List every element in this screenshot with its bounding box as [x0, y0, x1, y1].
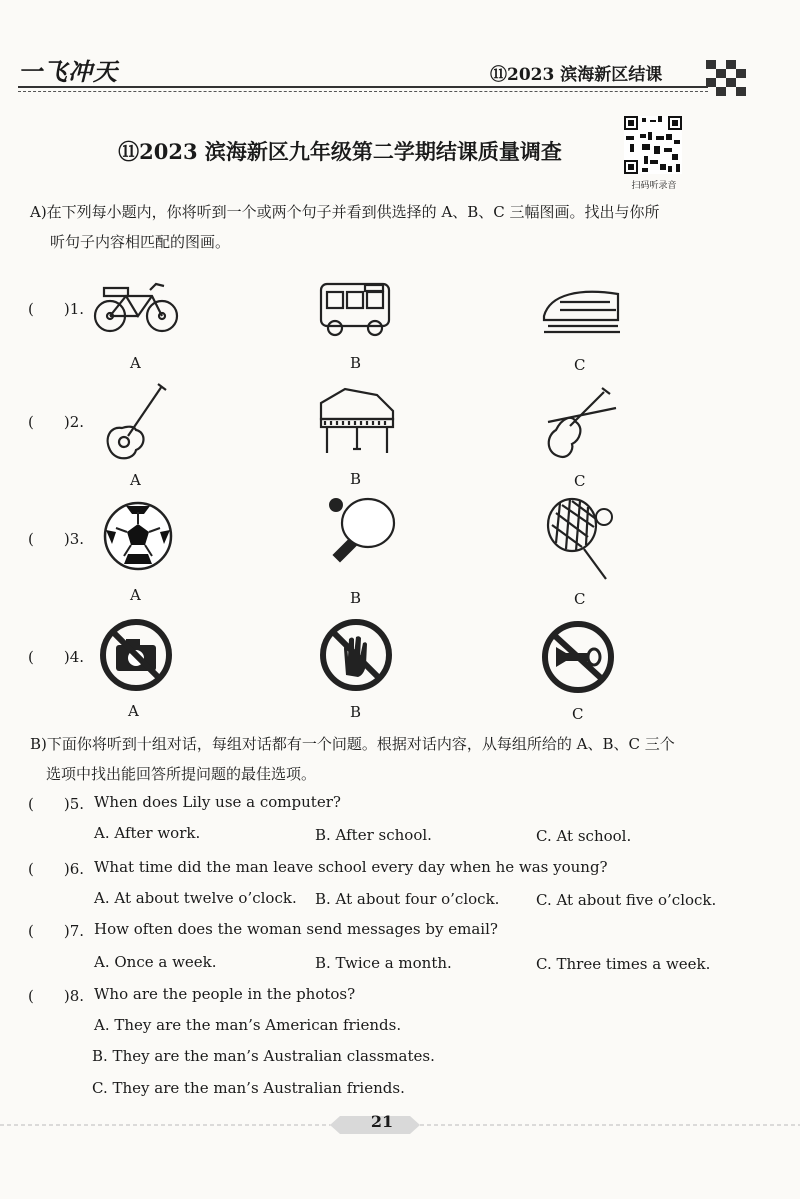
choice-label: B [350, 470, 362, 488]
question-number: ( )5. [28, 795, 85, 813]
checker-decoration [706, 60, 748, 96]
question-number: ( )2. [28, 413, 85, 431]
question-text: When does Lily use a computer? [94, 793, 341, 811]
question-number: ( )6. [28, 860, 85, 878]
page-title: ⑪2023 滨海新区九年级第二学期结课质量调查 [118, 139, 562, 164]
choice-label: B [350, 354, 362, 372]
choice-label: C [572, 705, 584, 723]
soccer-ball-icon [102, 500, 174, 572]
question-number: ( )8. [28, 987, 85, 1005]
option-c: C. They are the man’s Australian friends. [92, 1079, 405, 1097]
violin-icon [538, 378, 622, 462]
section-b-instruction-2: 选项中找出能回答所提问题的最佳选项。 [46, 765, 317, 783]
section-b-instruction-1: B)下面你将听到十组对话，每组对话都有一个问题。根据对话内容，从每组所给的 A、B、C 三个 [30, 735, 675, 753]
choice-label: B [350, 703, 362, 721]
option-c: C. At school. [536, 827, 632, 845]
no-touch-icon [318, 617, 394, 693]
no-horn-icon [538, 619, 618, 695]
choice-label: A [130, 354, 141, 372]
header-rule-dashed [18, 91, 708, 92]
page-number: 21 [370, 1112, 394, 1131]
choice-label: A [128, 702, 139, 720]
question-text: How often does the woman send messages by email? [94, 920, 498, 938]
qr-caption: 扫码听录音 [631, 181, 677, 191]
option-b: B. Twice a month. [315, 954, 452, 972]
bus-icon [315, 278, 395, 338]
question-number: ( )7. [28, 922, 85, 940]
header-rule [18, 86, 708, 88]
piano-icon [315, 385, 399, 457]
tennis-icon [542, 497, 618, 583]
question-text: Who are the people in the photos? [94, 985, 356, 1003]
guitar-icon [100, 380, 170, 464]
question-number: ( )1. [28, 300, 85, 318]
question-number: ( )3. [28, 530, 85, 548]
bicycle-icon [92, 278, 182, 336]
section-a-instruction-2: 听句子内容相匹配的图画。 [50, 233, 231, 251]
option-a: A. At about twelve o’clock. [94, 889, 297, 907]
train-icon [540, 280, 622, 336]
question-text: What time did the man leave school every day when he was young? [94, 858, 608, 876]
choice-label: C [574, 356, 586, 374]
choice-label: B [350, 589, 362, 607]
option-c: C. At about five o’clock. [536, 891, 717, 909]
option-b: B. They are the man’s Australian classmates. [92, 1047, 435, 1065]
question-number: ( )4. [28, 648, 85, 666]
qr-code-icon[interactable] [624, 116, 682, 174]
option-a: A. They are the man’s American friends. [94, 1016, 402, 1034]
header-logo: 一飞冲天 [18, 58, 118, 86]
option-b: B. After school. [315, 826, 432, 844]
option-a: A. Once a week. [94, 953, 217, 971]
choice-label: C [574, 472, 586, 490]
no-camera-icon [98, 617, 174, 693]
choice-label: A [130, 586, 141, 604]
option-a: A. After work. [94, 824, 201, 842]
section-a-instruction-1: A)在下列每小题内，你将听到一个或两个句子并看到供选择的 A、B、C 三幅图画。找出与你所 [30, 203, 660, 221]
option-c: C. Three times a week. [536, 955, 711, 973]
ping-pong-icon [322, 495, 398, 565]
option-b: B. At about four o’clock. [315, 890, 500, 908]
choice-label: C [574, 590, 586, 608]
choice-label: A [130, 471, 141, 489]
header-section-title: ⑪2023 滨海新区结课 [490, 65, 663, 85]
